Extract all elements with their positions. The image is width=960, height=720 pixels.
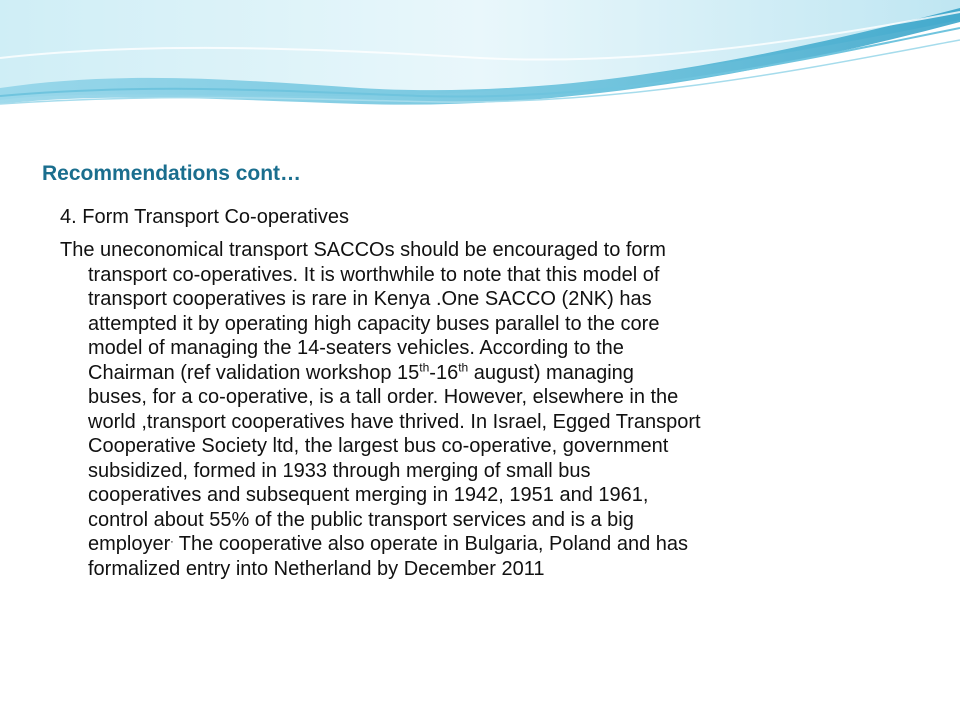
paragraph-line: Cooperative Society ltd, the largest bus co-operative, government — [88, 435, 669, 457]
chairman-text-post: august) managing — [468, 361, 634, 384]
ordinal-suffix: th — [458, 359, 469, 374]
paragraph-line: subsidized, formed in 1933 through merging of small bus — [88, 459, 591, 482]
paragraph-line: transport co-operatives. It is worthwhile to note that this model of — [88, 263, 660, 286]
body-paragraph — [60, 238, 920, 581]
paragraph-line: model of managing the 14-seaters vehicles. According to the — [88, 337, 624, 359]
paragraph-line: The uneconomical transport SACCOs should be encouraged to form — [60, 239, 666, 261]
header-wave-decoration — [0, 0, 960, 150]
slide-title: Recommendations cont… — [42, 162, 302, 185]
superscript-period: . — [170, 531, 174, 546]
paragraph-line: world ,transport cooperatives have thrived. In Israel, Egged Transport — [88, 410, 701, 433]
paragraph-line: cooperatives and subsequent merging in 1942, 1951 and 1961, — [88, 484, 649, 506]
ordinal-suffix: th — [419, 359, 430, 374]
paragraph-line: transport cooperatives is rare in Kenya .One SACCO (2NK) has — [88, 288, 652, 310]
employer-text-post: The cooperative also operate in Bulgaria, Poland and has — [173, 533, 689, 555]
paragraph-line: buses, for a co-operative, is a tall order. However, elsewhere in the — [88, 386, 679, 408]
chairman-text-mid: -16 — [429, 361, 459, 384]
paragraph-line: attempted it by operating high capacity buses parallel to the core — [88, 312, 660, 335]
paragraph-line: control about 55% of the public transport services and is a big — [88, 508, 634, 531]
paragraph-line-employer — [60, 532, 920, 557]
employer-text-pre: employer — [88, 533, 171, 555]
chairman-text-pre: Chairman (ref validation workshop 15 — [88, 361, 420, 384]
section-heading: 4. Form Transport Co-operatives — [60, 206, 349, 228]
paragraph-line-chairman — [60, 361, 920, 386]
paragraph-line: formalized entry into Netherland by December 2011 — [88, 557, 545, 580]
